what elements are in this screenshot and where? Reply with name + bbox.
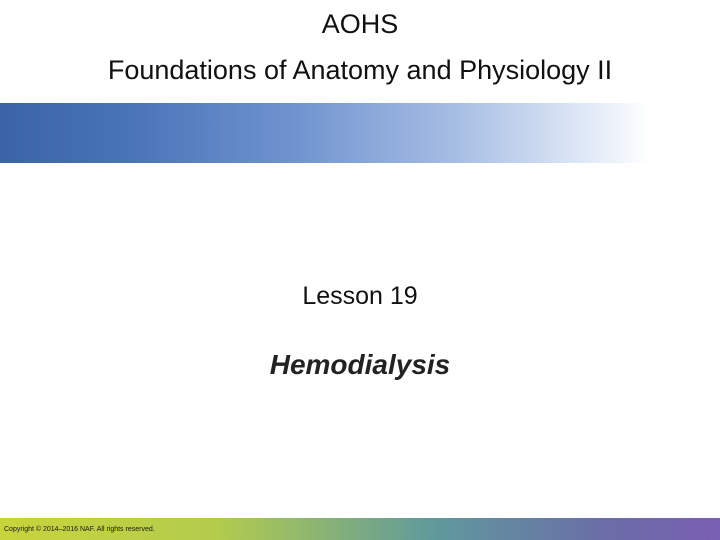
header-gradient-band <box>0 103 650 163</box>
course-name-title: Foundations of Anatomy and Physiology II <box>107 55 613 85</box>
lesson-number: Lesson 19 <box>302 282 418 310</box>
course-code-title: AOHS <box>321 9 399 39</box>
copyright-notice: Copyright © 2014–2016 NAF. All rights reserved. <box>4 526 155 533</box>
lesson-topic: Hemodialysis <box>269 349 451 380</box>
